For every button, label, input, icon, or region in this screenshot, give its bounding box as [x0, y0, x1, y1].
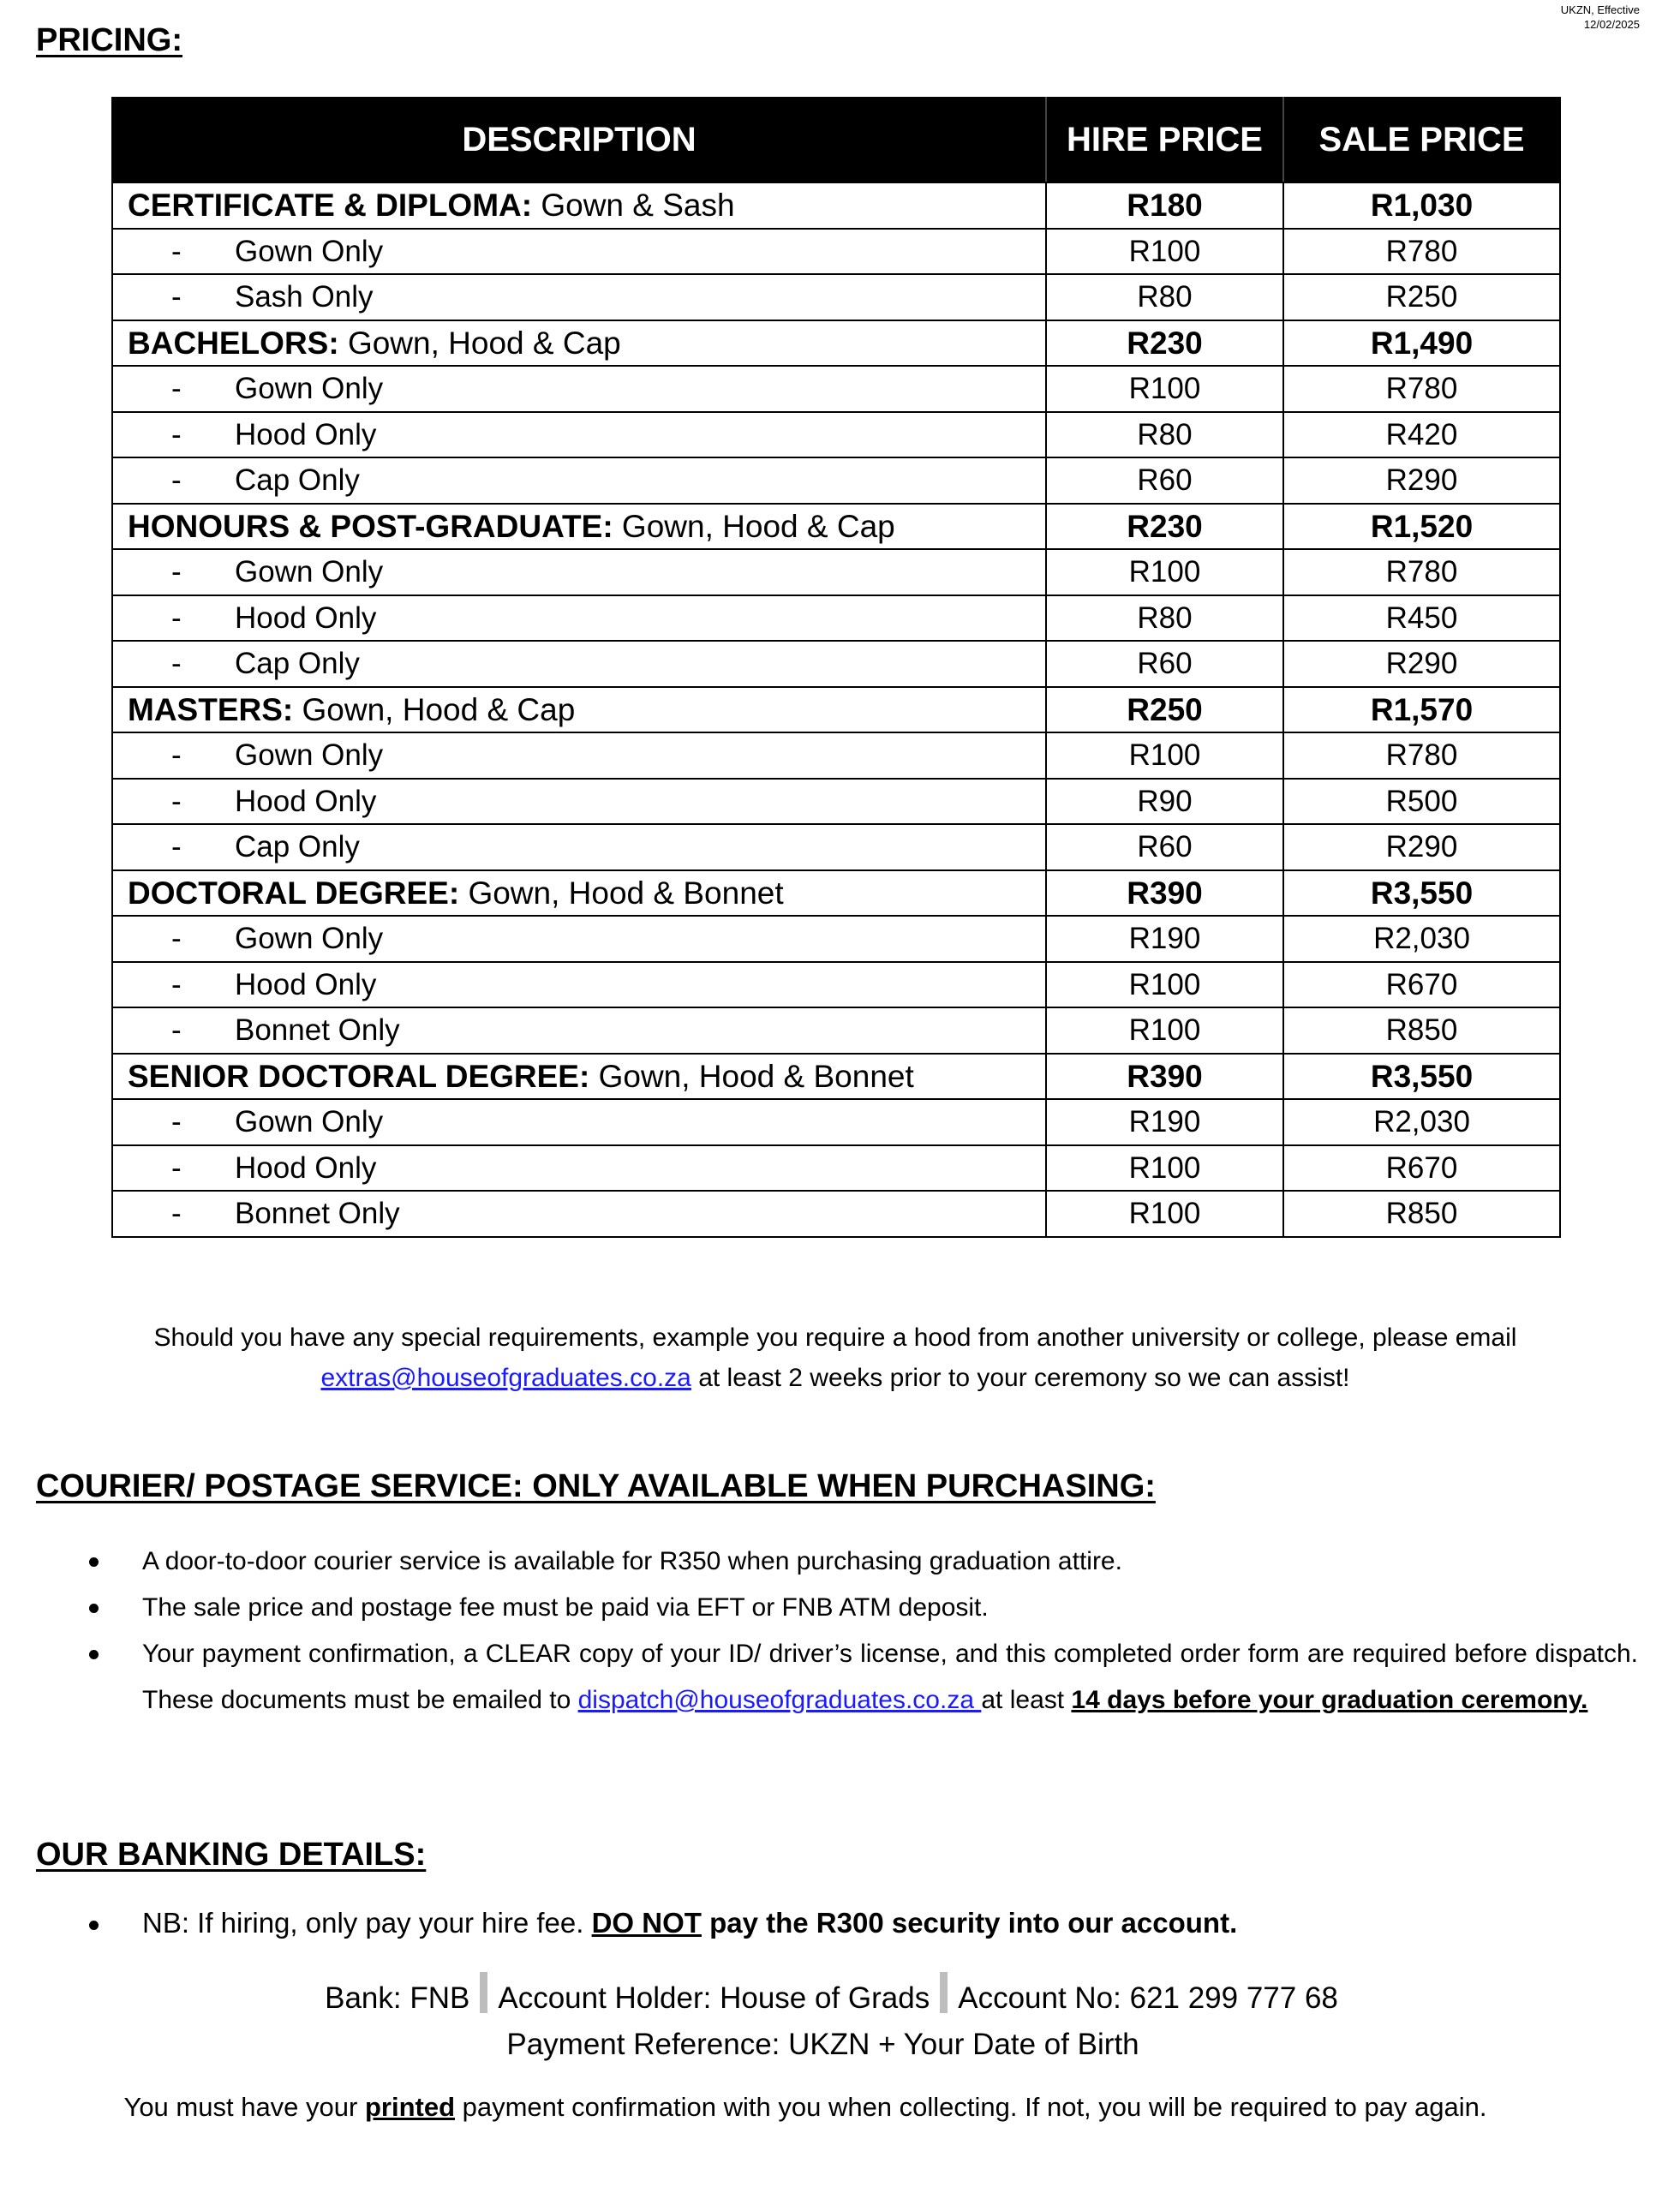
- description-cell: [112, 1007, 1046, 1054]
- table-row: [112, 274, 1560, 320]
- bullet-icon: [89, 1921, 99, 1930]
- dash-marker: -: [171, 784, 182, 818]
- category-items: Gown, Hood & Bonnet: [589, 1058, 914, 1094]
- hire-price-cell: R190: [1046, 1099, 1283, 1145]
- table-row: [112, 779, 1560, 825]
- dash-marker: -: [171, 555, 182, 589]
- note-line-1: Should you have any special requirements, example you require a hood from another university or college, please email: [153, 1324, 1517, 1352]
- item-label: Sash Only: [235, 280, 374, 314]
- description-cell: [112, 779, 1046, 825]
- sale-price-cell: R780: [1283, 229, 1560, 275]
- item-label: Gown Only: [235, 234, 384, 268]
- sale-price-cell: R670: [1283, 1145, 1560, 1192]
- hire-price-cell: R100: [1046, 962, 1283, 1008]
- list-item: [36, 1631, 1638, 1724]
- category-items: Gown, Hood & Cap: [293, 691, 576, 727]
- description-cell: [112, 870, 1046, 917]
- bank-name: Bank: FNB: [325, 1981, 470, 2015]
- sale-price-cell: R3,550: [1283, 1054, 1560, 1100]
- courier-bullet-1: A door-to-door courier service is available for R350 when purchasing graduation attire.: [142, 1547, 1122, 1575]
- extras-email-link[interactable]: extras@houseofgraduates.co.za: [320, 1364, 691, 1392]
- separator: [940, 1972, 948, 2013]
- category-name: HONOURS & POST-GRADUATE:: [128, 508, 613, 544]
- nb-text-2: pay the R300 security into our account.: [701, 1907, 1238, 1939]
- bullet-icon: [89, 1604, 99, 1613]
- item-label: Gown Only: [235, 922, 384, 956]
- item-label: Hood Only: [235, 1150, 377, 1185]
- do-not-emphasis: DO NOT: [591, 1907, 702, 1939]
- description-cell: [112, 962, 1046, 1008]
- account-holder: Account Holder: House of Grads: [498, 1981, 930, 2015]
- bullet-icon: [89, 1557, 99, 1567]
- hire-price-cell: R190: [1046, 916, 1283, 962]
- table-row-category: [112, 870, 1560, 917]
- effective-date: 12/02/2025: [1583, 18, 1640, 31]
- description-cell: [112, 1054, 1046, 1100]
- item-label: Hood Only: [235, 967, 377, 1001]
- pricing-table-body: [112, 182, 1560, 1237]
- table-row: [112, 641, 1560, 687]
- hire-price-cell: R80: [1046, 274, 1283, 320]
- sale-price-cell: R1,030: [1283, 182, 1560, 229]
- description-cell: [112, 824, 1046, 870]
- category-name: CERTIFICATE & DIPLOMA:: [128, 188, 533, 224]
- courier-bullet-3-text: Your payment confirmation, a CLEAR copy of your ID/ driver’s license, and this completed order form are required before dispatch. These documents must be emailed to: [142, 1640, 1638, 1714]
- table-row: [112, 824, 1560, 870]
- sale-price-cell: R2,030: [1283, 1099, 1560, 1145]
- item-label: Cap Only: [235, 830, 360, 864]
- effective-label: UKZN, Effective: [1560, 3, 1640, 16]
- dash-marker: -: [171, 234, 182, 268]
- description-cell: [112, 595, 1046, 642]
- description-cell: [112, 641, 1046, 687]
- description-cell: [112, 916, 1046, 962]
- category-items: Gown, Hood & Cap: [338, 325, 621, 361]
- description-cell: [112, 1099, 1046, 1145]
- hire-price-cell: R230: [1046, 504, 1283, 550]
- dash-marker: -: [171, 1150, 182, 1185]
- dash-marker: -: [171, 738, 182, 773]
- bullet-icon: [89, 1650, 99, 1659]
- hire-price-cell: R90: [1046, 779, 1283, 825]
- dash-marker: -: [171, 417, 182, 451]
- list-item: [36, 1539, 1638, 1585]
- item-label: Hood Only: [235, 784, 377, 818]
- dash-marker: -: [171, 601, 182, 635]
- hire-price-cell: R60: [1046, 824, 1283, 870]
- item-label: Gown Only: [235, 738, 384, 773]
- table-row: [112, 1099, 1560, 1145]
- courier-bullets: [36, 1539, 1638, 1724]
- hire-price-cell: R390: [1046, 1054, 1283, 1100]
- hire-price-cell: R100: [1046, 549, 1283, 595]
- collection-notice: [0, 2090, 1611, 2124]
- description-cell: [112, 1191, 1046, 1237]
- hire-price-cell: R100: [1046, 1007, 1283, 1054]
- category-name: SENIOR DOCTORAL DEGREE:: [128, 1058, 590, 1094]
- sale-price-cell: R290: [1283, 641, 1560, 687]
- dash-marker: -: [171, 1105, 182, 1139]
- hire-price-cell: R230: [1046, 320, 1283, 367]
- description-cell: [112, 229, 1046, 275]
- table-row: [112, 732, 1560, 779]
- sale-price-cell: R850: [1283, 1007, 1560, 1054]
- description-cell: [112, 274, 1046, 320]
- payment-reference: Payment Reference: UKZN + Your Date of Birth: [506, 2028, 1139, 2061]
- nb-text-1: NB: If hiring, only pay your hire fee.: [142, 1907, 592, 1939]
- sale-price-cell: R3,550: [1283, 870, 1560, 917]
- item-label: Cap Only: [235, 463, 360, 498]
- sale-price-cell: R780: [1283, 366, 1560, 412]
- notice-text-1: You must have your: [123, 2092, 365, 2122]
- effective-date-note: [1561, 3, 1640, 32]
- item-label: Hood Only: [235, 417, 377, 451]
- dash-marker: -: [171, 922, 182, 956]
- table-row: [112, 457, 1560, 504]
- table-row-category: [112, 504, 1560, 550]
- category-name: BACHELORS:: [128, 325, 339, 361]
- description-cell: [112, 549, 1046, 595]
- description-cell: [112, 504, 1046, 550]
- sale-price-cell: R1,520: [1283, 504, 1560, 550]
- table-row: [112, 916, 1560, 962]
- banking-bullets: [36, 1900, 1638, 1946]
- item-label: Gown Only: [235, 555, 384, 589]
- courier-title: COURIER/ POSTAGE SERVICE: ONLY AVAILABLE WHEN PURCHASING:: [36, 1468, 1156, 1504]
- table-row: [112, 595, 1560, 642]
- dash-marker: -: [171, 647, 182, 681]
- table-row: [112, 1191, 1560, 1237]
- hire-price-cell: R100: [1046, 732, 1283, 779]
- list-item: [36, 1585, 1638, 1631]
- item-label: Gown Only: [235, 372, 384, 406]
- description-cell: [112, 366, 1046, 412]
- hire-price-cell: R100: [1046, 229, 1283, 275]
- item-label: Gown Only: [235, 1105, 384, 1139]
- sale-price-cell: R500: [1283, 779, 1560, 825]
- table-row-category: [112, 687, 1560, 733]
- sale-price-cell: R2,030: [1283, 916, 1560, 962]
- table-row: [112, 229, 1560, 275]
- item-label: Cap Only: [235, 647, 360, 681]
- printed-emphasis: printed: [364, 2092, 456, 2122]
- pricing-title: PRICING:: [36, 22, 182, 58]
- sale-price-cell: R450: [1283, 595, 1560, 642]
- sale-price-cell: R290: [1283, 824, 1560, 870]
- category-items: Gown, Hood & Cap: [613, 508, 895, 544]
- table-row: [112, 366, 1560, 412]
- table-row: [112, 962, 1560, 1008]
- hire-price-cell: R60: [1046, 457, 1283, 504]
- table-header-row: [112, 98, 1560, 182]
- notice-text-2: payment confirmation with you when collecting. If not, you will be required to pay again.: [455, 2092, 1487, 2122]
- col-header-description: DESCRIPTION: [112, 98, 1046, 182]
- note-line-2-text: at least 2 weeks prior to your ceremony so we can assist!: [691, 1364, 1350, 1392]
- sale-price-cell: R250: [1283, 274, 1560, 320]
- dash-marker: -: [171, 830, 182, 864]
- hire-price-cell: R80: [1046, 595, 1283, 642]
- dash-marker: -: [171, 1197, 182, 1231]
- account-number: Account No: 621 299 777 68: [958, 1981, 1338, 2015]
- item-label: Bonnet Only: [235, 1013, 400, 1048]
- bank-details-line: [0, 1972, 1671, 2017]
- courier-bullet-3-text-2: at least: [981, 1686, 1072, 1714]
- category-name: MASTERS:: [128, 691, 294, 727]
- sale-price-cell: R1,570: [1283, 687, 1560, 733]
- description-cell: [112, 457, 1046, 504]
- special-requirements-note: [111, 1318, 1559, 1398]
- dispatch-email-link[interactable]: dispatch@houseofgraduates.co.za: [577, 1686, 982, 1714]
- hire-price-cell: R390: [1046, 870, 1283, 917]
- dash-marker: -: [171, 372, 182, 406]
- item-label: Hood Only: [235, 601, 377, 635]
- category-name: DOCTORAL DEGREE:: [128, 875, 460, 911]
- separator: [480, 1972, 487, 2013]
- table-row: [112, 1145, 1560, 1192]
- col-header-hire-price: HIRE PRICE: [1046, 98, 1283, 182]
- dash-marker: -: [171, 463, 182, 498]
- description-cell: [112, 320, 1046, 367]
- hire-price-cell: R100: [1046, 366, 1283, 412]
- description-cell: [112, 732, 1046, 779]
- sale-price-cell: R1,490: [1283, 320, 1560, 367]
- hire-price-cell: R60: [1046, 641, 1283, 687]
- table-row: [112, 412, 1560, 458]
- hire-price-cell: R100: [1046, 1191, 1283, 1237]
- sale-price-cell: R780: [1283, 549, 1560, 595]
- sale-price-cell: R290: [1283, 457, 1560, 504]
- sale-price-cell: R780: [1283, 732, 1560, 779]
- item-label: Bonnet Only: [235, 1197, 400, 1231]
- list-item: [36, 1900, 1638, 1946]
- hire-price-cell: R250: [1046, 687, 1283, 733]
- category-items: Gown & Sash: [532, 188, 735, 224]
- description-cell: [112, 687, 1046, 733]
- description-cell: [112, 412, 1046, 458]
- description-cell: [112, 182, 1046, 229]
- pricing-table: [111, 97, 1561, 1238]
- banking-title: OUR BANKING DETAILS:: [36, 1837, 427, 1873]
- sale-price-cell: R670: [1283, 962, 1560, 1008]
- col-header-sale-price: SALE PRICE: [1283, 98, 1560, 182]
- table-row: [112, 549, 1560, 595]
- dash-marker: -: [171, 967, 182, 1001]
- category-items: Gown, Hood & Bonnet: [459, 875, 784, 911]
- table-row-category: [112, 182, 1560, 229]
- sale-price-cell: R850: [1283, 1191, 1560, 1237]
- dash-marker: -: [171, 1013, 182, 1048]
- dash-marker: -: [171, 280, 182, 314]
- deadline-emphasis: 14 days before your graduation ceremony.: [1071, 1686, 1588, 1714]
- sale-price-cell: R420: [1283, 412, 1560, 458]
- hire-price-cell: R100: [1046, 1145, 1283, 1192]
- table-row: [112, 1007, 1560, 1054]
- description-cell: [112, 1145, 1046, 1192]
- hire-price-cell: R180: [1046, 182, 1283, 229]
- note-line-2: [111, 1358, 1559, 1398]
- courier-bullet-2: The sale price and postage fee must be paid via EFT or FNB ATM deposit.: [142, 1593, 989, 1622]
- hire-price-cell: R80: [1046, 412, 1283, 458]
- table-row-category: [112, 1054, 1560, 1100]
- table-row-category: [112, 320, 1560, 367]
